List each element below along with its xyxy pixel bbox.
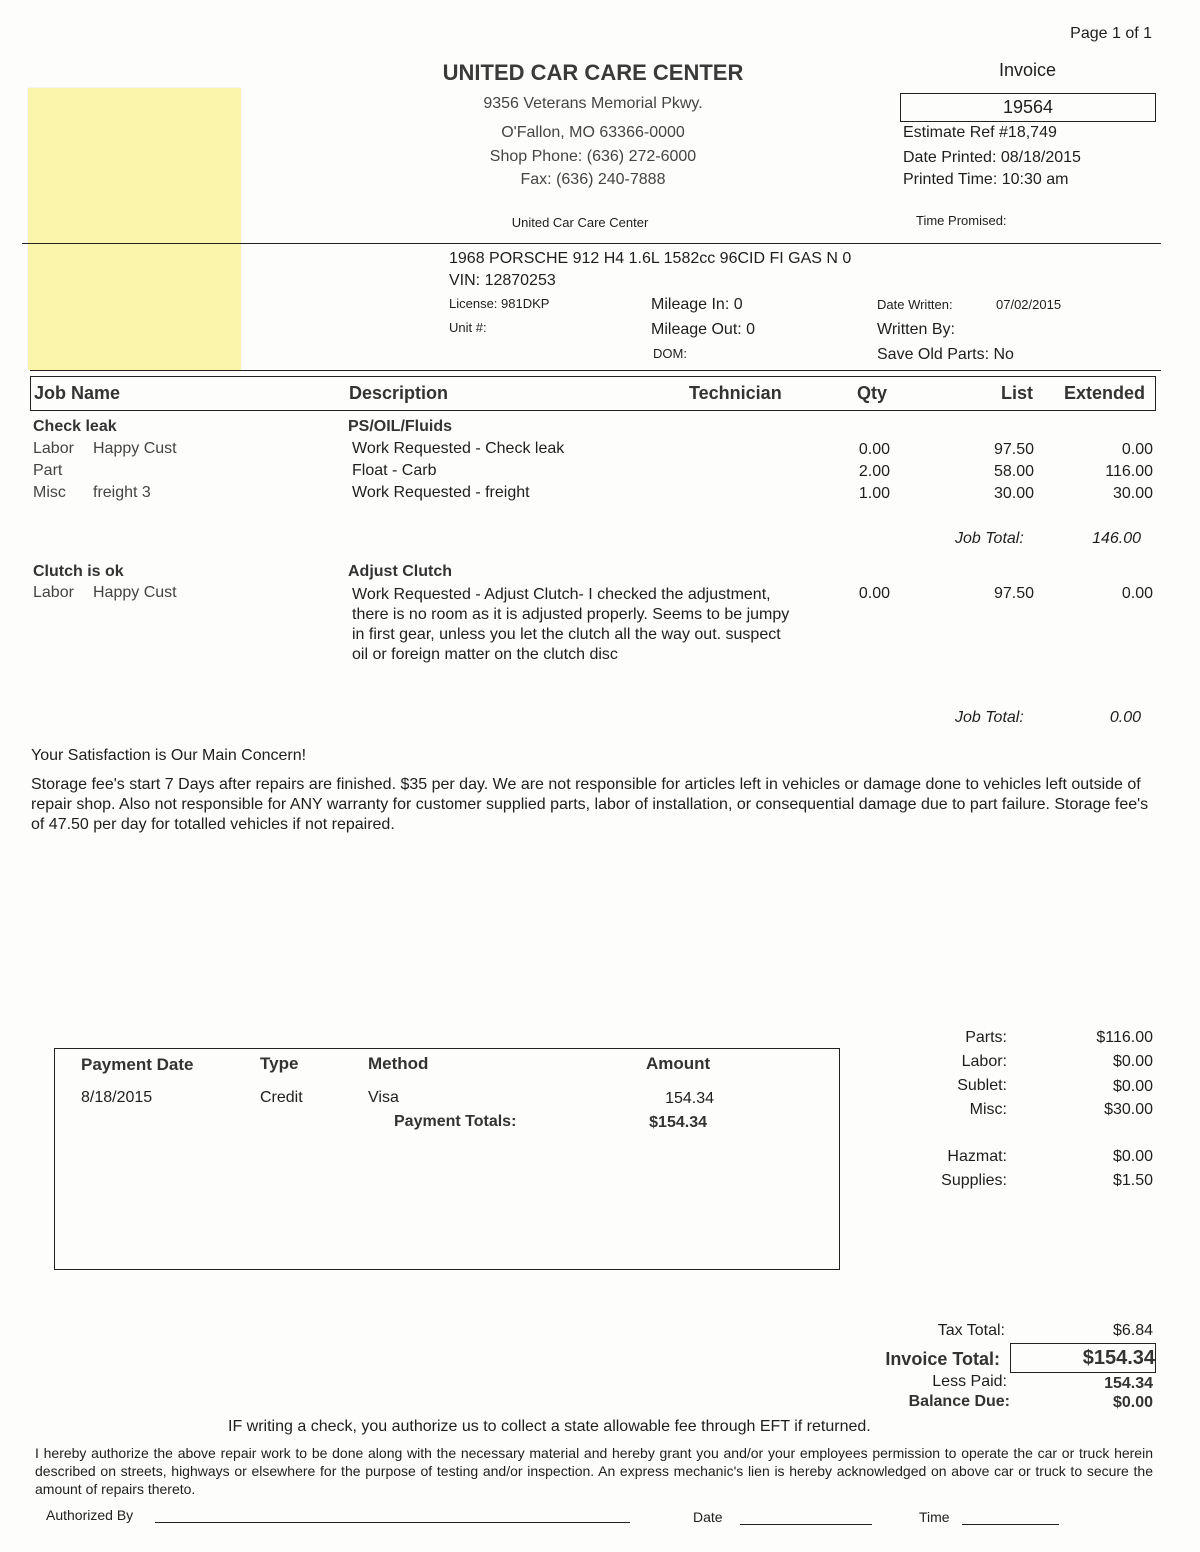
summary-value: $0.00	[1112, 1053, 1153, 1070]
shop-address-line2: O'Fallon, MO 63366-0000	[501, 124, 685, 141]
shop-phone: Shop Phone: (636) 272-6000	[489, 148, 697, 165]
line-qty: 2.00	[858, 463, 890, 480]
line-qty: 0.00	[858, 441, 890, 458]
payment-box	[54, 1048, 840, 1270]
days-on-market: DOM:	[653, 346, 687, 361]
balance-due-value: $0.00	[1112, 1394, 1153, 1411]
line-type: Part	[33, 462, 63, 479]
line-description: Float - Carb	[352, 462, 437, 479]
col-technician: Technician	[689, 383, 782, 403]
line-description: Work Requested - Adjust Clutch- I checked the adjustment, there is no room as it is adjusted properly. Seems to be jumpy in first gear, unless you let the clutch all the way out. suspect oil or foreign matter on the clutch disc	[352, 586, 790, 663]
col-extended: Extended	[1064, 383, 1146, 403]
line-extended: 30.00	[1112, 485, 1153, 502]
payment-method-header: Method	[368, 1054, 429, 1073]
printed-time: Printed Time: 10:30 am	[903, 171, 1069, 188]
summary-label: Labor:	[961, 1053, 1007, 1070]
header-divider	[22, 243, 1161, 244]
line-type: Labor	[33, 440, 74, 457]
summary-label: Supplies:	[941, 1172, 1007, 1189]
summary-value: $1.50	[1112, 1172, 1153, 1189]
col-qty: Qty	[857, 383, 888, 403]
sticky-note	[28, 88, 241, 370]
job-total-label: Job Total:	[955, 530, 1024, 547]
job-heading: Adjust Clutch	[348, 563, 452, 580]
line-type: Labor	[33, 584, 74, 601]
summary-value: $116.00	[1096, 1029, 1153, 1046]
invoice-number: 19564	[900, 93, 1156, 122]
line-list: 97.50	[993, 585, 1034, 602]
invoice-label: Invoice	[998, 60, 1057, 80]
payment-type-header: Type	[260, 1054, 299, 1073]
table-header	[30, 376, 1156, 411]
payment-amount-header: Amount	[646, 1054, 711, 1073]
invoice-total-label: Invoice Total:	[885, 1349, 1000, 1369]
summary-label: Hazmat:	[947, 1148, 1007, 1165]
estimate-ref: Estimate Ref #18,749	[903, 124, 1057, 141]
line-list: 30.00	[993, 485, 1034, 502]
payment-date-header: Payment Date	[81, 1055, 194, 1074]
less-paid-label: Less Paid:	[932, 1373, 1007, 1390]
payment-type: Credit	[260, 1089, 303, 1106]
payment-totals-value: $154.34	[649, 1114, 707, 1131]
vehicle-unit: Unit #:	[449, 320, 487, 335]
vehicle-divider	[30, 370, 1161, 371]
line-extended: 116.00	[1105, 463, 1153, 480]
col-job-name: Job Name	[34, 383, 121, 403]
summary-value: $30.00	[1104, 1101, 1153, 1118]
summary-value: $0.00	[1112, 1148, 1153, 1165]
job-name: Check leak	[33, 418, 117, 435]
payment-totals-label: Payment Totals:	[394, 1113, 517, 1130]
payment-amount: 154.34	[665, 1090, 714, 1107]
col-list: List	[1000, 383, 1033, 403]
shop-fax: Fax: (636) 240-7888	[520, 171, 666, 188]
mileage-in: Mileage In: 0	[651, 296, 743, 313]
col-description: Description	[349, 383, 449, 403]
summary-label: Sublet:	[957, 1077, 1007, 1094]
job-total-value: 0.00	[1109, 709, 1141, 726]
line-detail: freight 3	[93, 484, 151, 501]
job-total-value: 146.00	[1092, 530, 1141, 547]
invoice-total-value: $154.34	[1010, 1343, 1156, 1373]
job-heading: PS/OIL/Fluids	[348, 418, 453, 435]
mileage-out: Mileage Out: 0	[651, 321, 756, 338]
summary-label: Parts:	[965, 1029, 1007, 1046]
payment-method: Visa	[368, 1089, 399, 1106]
shop-footer-name: United Car Care Center	[511, 215, 649, 230]
authorized-by-line[interactable]	[155, 1522, 630, 1523]
date-label: Date	[693, 1509, 723, 1525]
time-promised: Time Promised:	[916, 213, 1007, 228]
line-detail: Happy Cust	[93, 584, 177, 601]
time-line[interactable]	[962, 1524, 1059, 1525]
summary-label: Misc:	[969, 1101, 1007, 1118]
shop-name: UNITED CAR CARE CENTER	[442, 60, 744, 85]
line-qty: 0.00	[858, 585, 890, 602]
date-printed: Date Printed: 08/18/2015	[903, 149, 1081, 166]
job-name: Clutch is ok	[33, 563, 124, 580]
summary-value: $0.00	[1112, 1078, 1153, 1095]
less-paid-value: 154.34	[1104, 1375, 1153, 1392]
line-detail: Happy Cust	[93, 440, 177, 457]
date-written-label: Date Written:	[877, 297, 953, 312]
shop-address-line1: 9356 Veterans Memorial Pkwy.	[483, 95, 703, 112]
job-total-label: Job Total:	[955, 709, 1024, 726]
payment-date: 8/18/2015	[81, 1089, 153, 1106]
balance-due-label: Balance Due:	[908, 1393, 1010, 1410]
line-description: Work Requested - Check leak	[352, 440, 565, 457]
tax-total-value: $6.84	[1112, 1322, 1153, 1339]
line-extended: 0.00	[1121, 585, 1153, 602]
line-extended: 0.00	[1121, 441, 1153, 458]
date-line[interactable]	[740, 1524, 872, 1525]
authorization-text: I hereby authorize the above repair work to be done along with the necessary material and hereby grant you and/or your employees permission to operate the car or truck herein described on streets, highways or elsewhere for the purpose of testing and/or inspection. An express mechanic's lien is hereby acknowledged on above car or truck to secure the amount of repairs thereto.	[35, 1445, 1153, 1497]
line-description: Work Requested - freight	[352, 484, 530, 501]
vehicle-license: License: 981DKP	[449, 296, 550, 311]
line-list: 97.50	[993, 441, 1034, 458]
line-qty: 1.00	[858, 485, 890, 502]
time-label: Time	[919, 1509, 950, 1525]
vehicle-description: 1968 PORSCHE 912 H4 1.6L 1582cc 96CID FI GAS N 0	[449, 250, 852, 267]
date-written-value: 07/02/2015	[996, 297, 1062, 312]
page-number: Page 1 of 1	[1070, 25, 1152, 42]
save-old-parts: Save Old Parts: No	[877, 346, 1014, 363]
tax-total-label: Tax Total:	[937, 1322, 1005, 1339]
authorized-by-label: Authorized By	[46, 1507, 134, 1523]
satisfaction-note: Your Satisfaction is Our Main Concern!	[31, 747, 307, 764]
line-type: Misc	[33, 484, 66, 501]
line-list: 58.00	[993, 463, 1034, 480]
check-notice: IF writing a check, you authorize us to collect a state allowable fee through EFT if returned.	[228, 1418, 871, 1435]
vehicle-vin: VIN: 12870253	[449, 272, 556, 289]
storage-notice: Storage fee's start 7 Days after repairs are finished. $35 per day. We are not responsible for articles left in vehicles or damage done to vehicles left outside of repair shop. Also not responsible for ANY warranty for customer supplied parts, labor of installation, or consequential damage due to part failure. Storage fee's of 47.50 per day for totalled vehicles if not repaired.	[31, 776, 1149, 833]
written-by: Written By:	[877, 321, 955, 338]
